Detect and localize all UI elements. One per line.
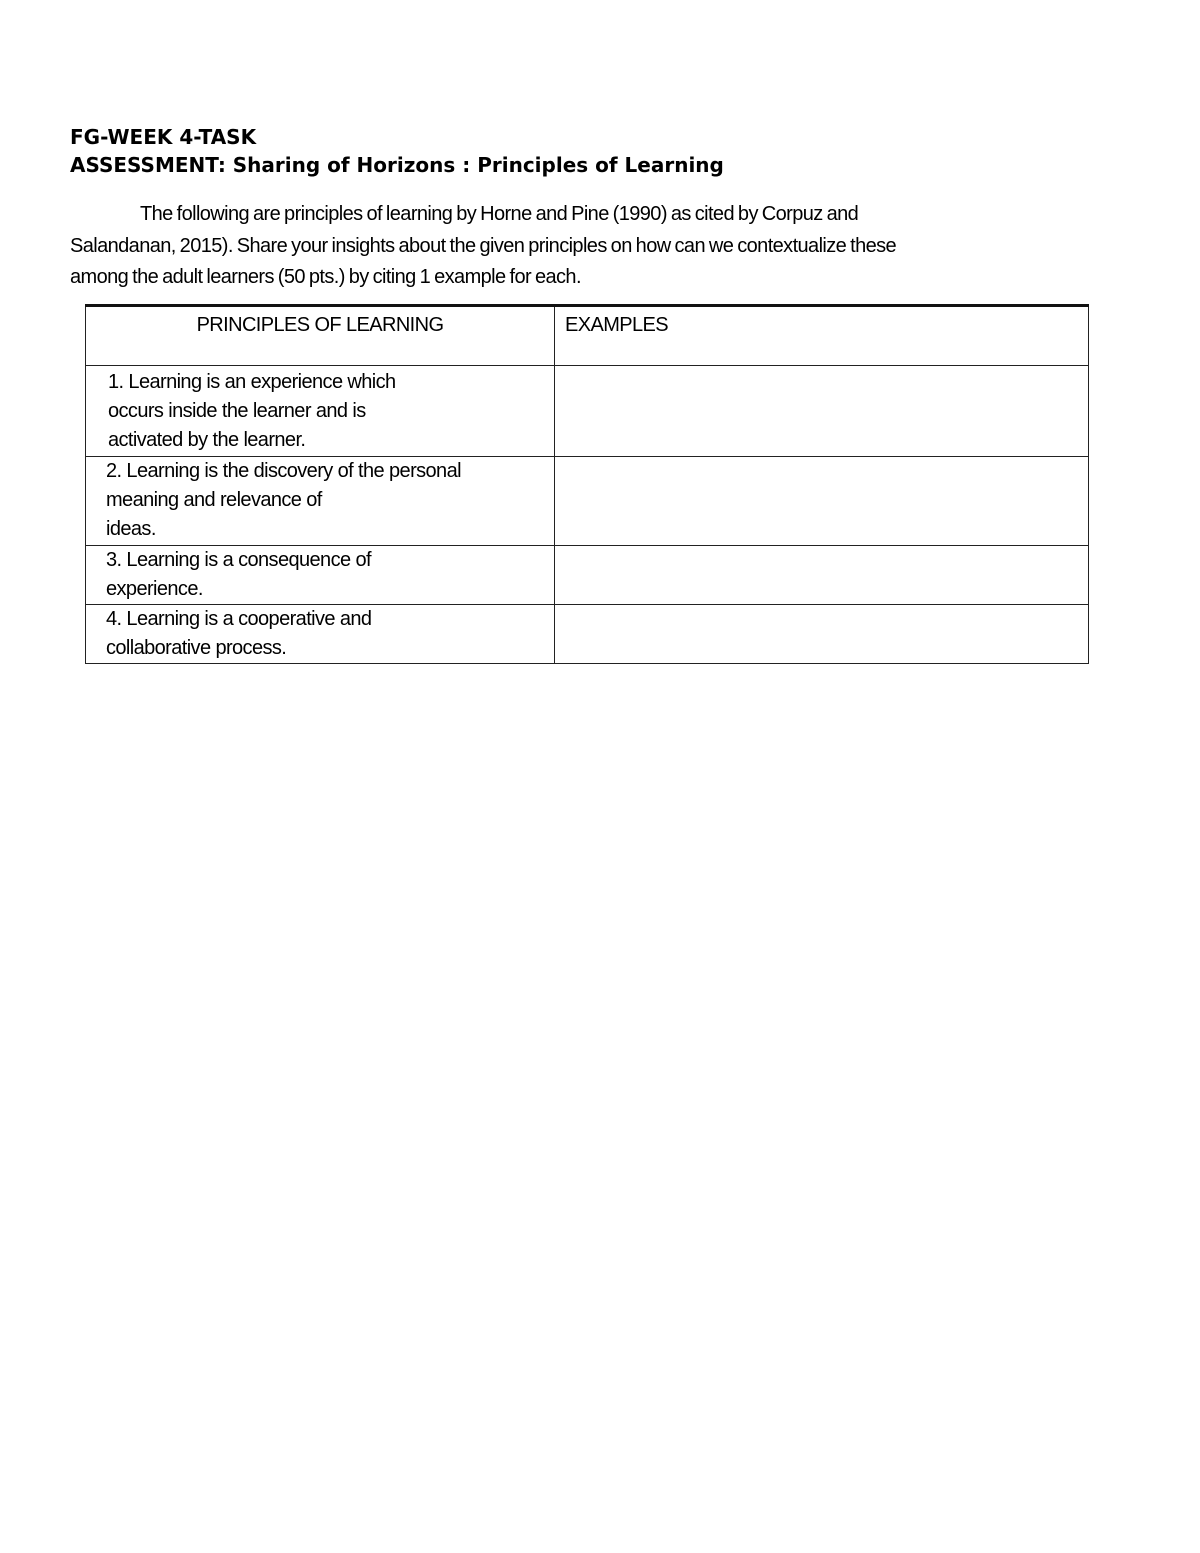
principle-4-line: collaborative process. <box>106 637 287 659</box>
example-cell-1[interactable] <box>555 366 1089 457</box>
table-row <box>86 457 1089 546</box>
example-cell-4[interactable] <box>555 605 1089 664</box>
principle-1-line: occurs inside the learner and is <box>108 400 366 422</box>
example-cell-3[interactable] <box>555 546 1089 605</box>
principle-4-line: 4. Learning is a cooperative and <box>106 608 372 630</box>
principle-cell-1 <box>86 366 555 457</box>
principle-cell-2 <box>86 457 555 546</box>
table-row <box>86 366 1089 457</box>
principle-3-line: experience. <box>106 578 203 600</box>
instructions-line-1: The following are principles of learning by Horne and Pine (1990) as cited by Corpuz and <box>140 203 859 225</box>
principle-2-line: 2. Learning is the discovery of the personal <box>106 460 461 482</box>
header-principles: PRINCIPLES OF LEARNING <box>86 306 555 366</box>
principle-cell-3 <box>86 546 555 605</box>
principle-1-line: activated by the learner. <box>108 429 306 451</box>
task-title: FG-WEEK 4-TASK <box>70 125 257 149</box>
principle-cell-4 <box>86 605 555 664</box>
instructions-line-2: Salandanan, 2015). Share your insights about the given principles on how can we contextualize these <box>70 234 897 257</box>
table-header-row <box>86 306 1089 366</box>
header-examples: EXAMPLES <box>555 306 1089 366</box>
example-cell-2[interactable] <box>555 457 1089 546</box>
principle-1-line: 1. Learning is an experience which <box>108 371 396 393</box>
instructions-paragraph <box>70 199 1100 294</box>
principle-3-line: 3. Learning is a consequence of <box>106 549 371 571</box>
table-row <box>86 546 1089 605</box>
principle-2-line: meaning and relevance of <box>106 489 322 511</box>
principles-table <box>85 304 1089 664</box>
assessment-title: ASSESSMENT: Sharing of Horizons : Principles of Learning <box>70 153 724 177</box>
instructions-line-3: among the adult learners (50 pts.) by citing 1 example for each. <box>70 266 581 288</box>
table-row <box>86 605 1089 664</box>
principle-2-line: ideas. <box>106 518 156 540</box>
